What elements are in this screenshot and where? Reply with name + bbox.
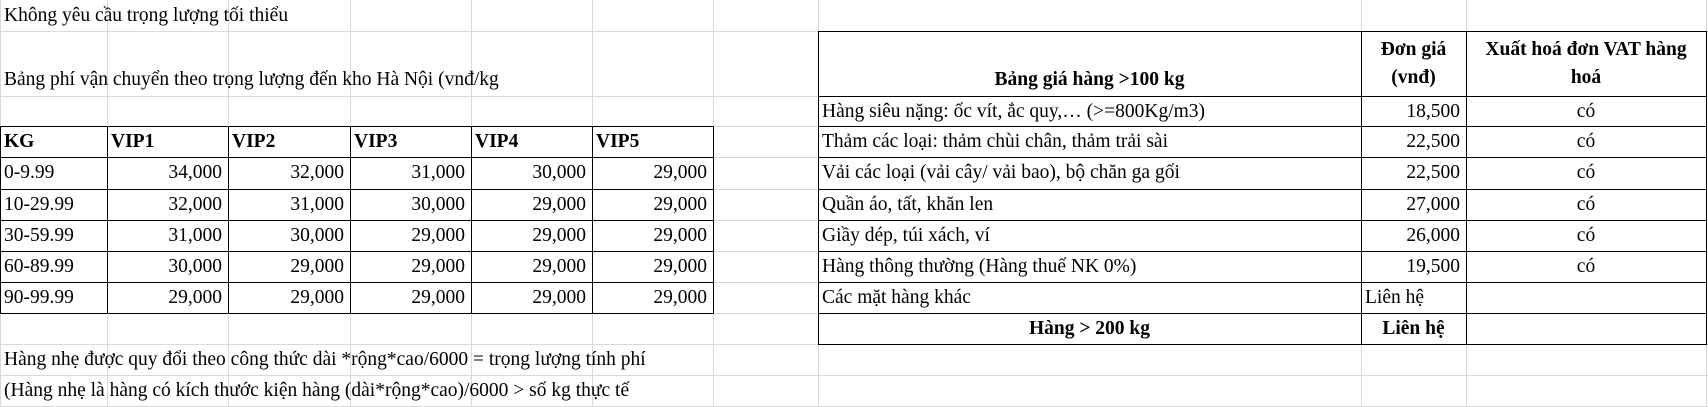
price-item-price: 27,000	[1406, 194, 1460, 215]
fee-cell: 29,000	[532, 256, 586, 277]
price-item-name: Vải các loại (vải cây/ vải bao), bộ chăn ga gối	[822, 162, 1180, 183]
fee-cell: 30,000	[411, 194, 465, 215]
price-item-vat: có	[1576, 194, 1596, 215]
fee-cell: 29,000	[532, 225, 586, 246]
price-item-price: 19,500	[1406, 256, 1460, 277]
fee-cell: 32,000	[168, 194, 222, 215]
price-table-title: Bảng giá hàng >100 kg	[994, 69, 1185, 90]
price-item-price: 22,500	[1406, 131, 1460, 152]
price-item-price: 18,500	[1406, 101, 1460, 122]
price-item-vat: có	[1576, 225, 1596, 246]
price-item-name: Quần áo, tất, khăn len	[822, 194, 994, 215]
fee-cell: 30,000	[532, 162, 586, 183]
price-item-name: Hàng thông thường (Hàng thuế NK 0%)	[822, 256, 1137, 277]
fee-cell: 32,000	[290, 162, 344, 183]
price-item-vat: có	[1576, 131, 1596, 152]
fee-cell: 29,000	[168, 287, 222, 308]
fee-header-vip3: VIP3	[354, 131, 398, 152]
fee-row-weight: 10-29.99	[4, 194, 74, 215]
unit-price-header: Đơn giá (vnđ)	[1380, 39, 1447, 88]
heavy-items-price: Liên hệ	[1382, 318, 1445, 339]
fee-row-weight: 0-9.99	[4, 162, 55, 183]
fee-cell: 30,000	[168, 256, 222, 277]
fee-header-vip1: VIP1	[111, 131, 155, 152]
fee-cell: 31,000	[290, 194, 344, 215]
price-item-vat: có	[1576, 101, 1596, 122]
fee-cell: 29,000	[411, 256, 465, 277]
fee-cell: 29,000	[290, 256, 344, 277]
vat-header: Xuất hoá đơn VAT hàng hoá	[1485, 39, 1687, 88]
no-minimum-weight-note: Không yêu cầu trọng lượng tối thiểu	[4, 5, 289, 26]
price-item-name: Giầy dép, túi xách, ví	[822, 225, 990, 246]
fee-cell: 29,000	[290, 287, 344, 308]
fee-cell: 29,000	[653, 162, 707, 183]
fee-header-vip4: VIP4	[475, 131, 519, 152]
other-items-price: Liên hệ	[1365, 287, 1425, 308]
fee-table-title: Bảng phí vận chuyển theo trọng lượng đến kho Hà Nội (vnđ/kg	[4, 69, 499, 90]
other-items-name: Các mặt hàng khác	[822, 287, 971, 308]
fee-header-kg: KG	[4, 131, 35, 152]
fee-cell: 29,000	[411, 287, 465, 308]
fee-row-weight: 90-99.99	[4, 287, 74, 308]
fee-cell: 29,000	[653, 287, 707, 308]
fee-cell: 29,000	[653, 225, 707, 246]
fee-cell: 29,000	[532, 287, 586, 308]
price-item-price: 26,000	[1406, 225, 1460, 246]
price-item-name: Thảm các loại: thảm chùi chân, thảm trải sài	[822, 131, 1168, 152]
fee-cell: 34,000	[168, 162, 222, 183]
fee-cell: 29,000	[653, 194, 707, 215]
fee-cell: 29,000	[532, 194, 586, 215]
fee-cell: 29,000	[411, 225, 465, 246]
formula-note-line1: Hàng nhẹ được quy đổi theo công thức dài *rộng*cao/6000 = trọng lượng tính phí	[4, 349, 646, 370]
fee-row-weight: 60-89.99	[4, 256, 74, 277]
fee-row-weight: 30-59.99	[4, 225, 74, 246]
fee-cell: 30,000	[290, 225, 344, 246]
heavy-items-name: Hàng > 200 kg	[1028, 318, 1151, 339]
price-item-vat: có	[1576, 162, 1596, 183]
price-item-name: Hàng siêu nặng: ốc vít, ắc quy,… (>=800Kg/m3)	[822, 101, 1206, 122]
fee-cell: 29,000	[653, 256, 707, 277]
fee-header-vip5: VIP5	[596, 131, 640, 152]
formula-note-line2: (Hàng nhẹ là hàng có kích thước kiện hàng (dài*rộng*cao)/6000 > số kg thực tế	[4, 380, 630, 401]
fee-header-vip2: VIP2	[232, 131, 276, 152]
price-item-vat: có	[1576, 256, 1596, 277]
fee-cell: 31,000	[168, 225, 222, 246]
fee-cell: 31,000	[411, 162, 465, 183]
price-item-price: 22,500	[1406, 162, 1460, 183]
